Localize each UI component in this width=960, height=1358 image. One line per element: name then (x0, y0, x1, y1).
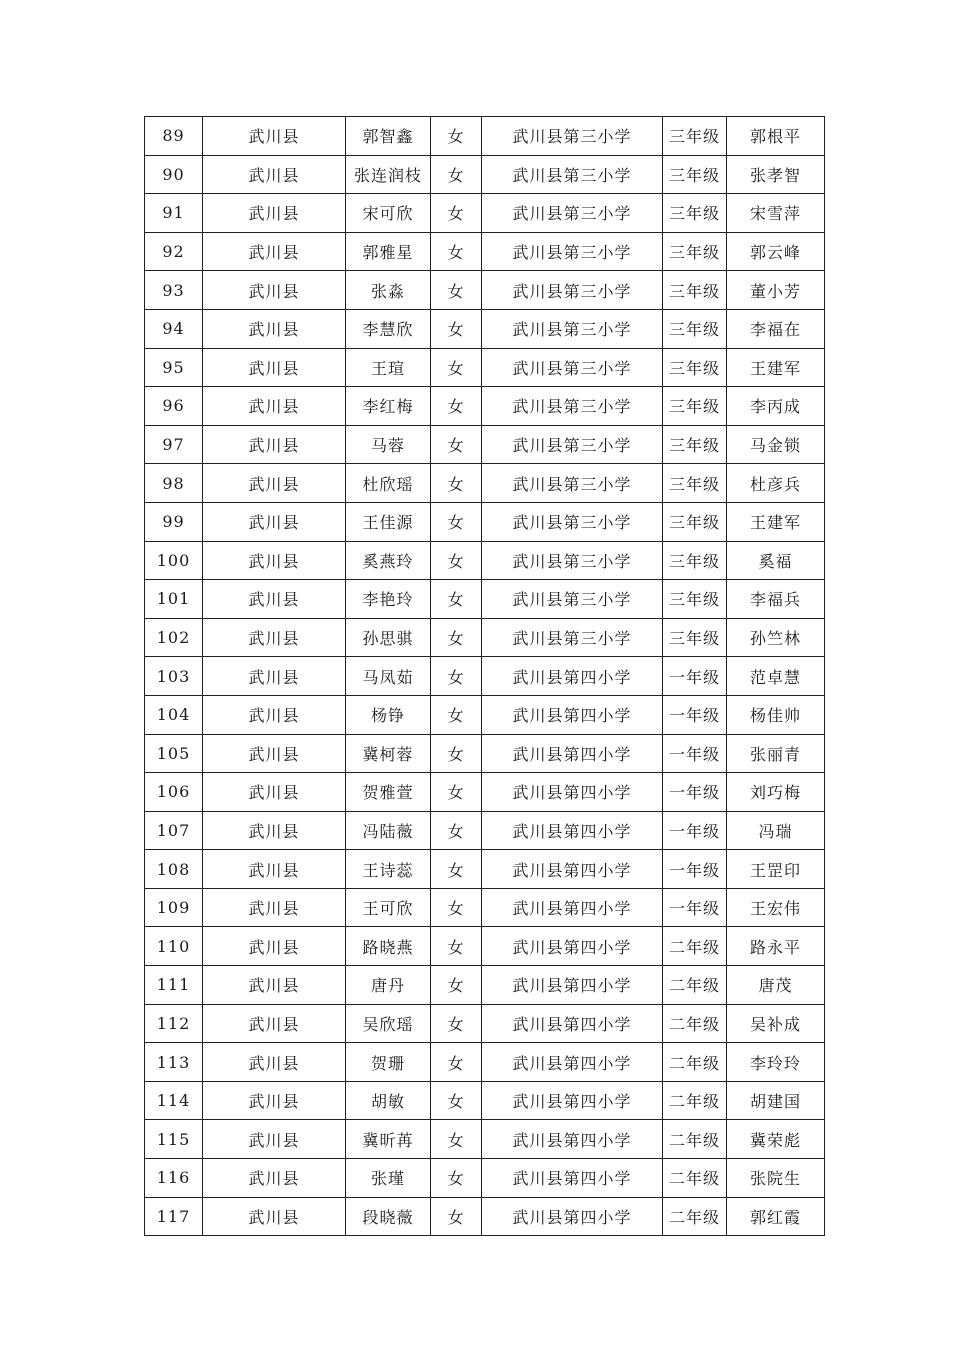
guardian-name-cell: 胡建国 (727, 1081, 825, 1120)
student-name-cell: 杜欣瑶 (346, 464, 431, 503)
table-row (145, 1159, 825, 1198)
sex-cell: 女 (431, 1004, 482, 1043)
student-name-cell: 李艳玲 (346, 580, 431, 619)
student-name-cell: 王诗蕊 (346, 850, 431, 889)
sex-cell: 女 (431, 502, 482, 541)
row-number-cell: 100 (145, 541, 203, 580)
student-name-cell: 冀柯蓉 (346, 734, 431, 773)
row-number-cell: 99 (145, 502, 203, 541)
guardian-name-cell: 冀荣彪 (727, 1120, 825, 1159)
row-number-cell: 96 (145, 387, 203, 426)
school-cell: 武川县第三小学 (482, 309, 663, 348)
table-row (145, 773, 825, 812)
sex-cell: 女 (431, 695, 482, 734)
student-name-cell: 路晓燕 (346, 927, 431, 966)
grade-cell: 三年级 (663, 618, 727, 657)
sex-cell: 女 (431, 966, 482, 1005)
table-row (145, 271, 825, 310)
guardian-name-cell: 王建军 (727, 348, 825, 387)
school-cell: 武川县第四小学 (482, 1043, 663, 1082)
county-cell: 武川县 (203, 1081, 346, 1120)
school-cell: 武川县第四小学 (482, 1159, 663, 1198)
guardian-name-cell: 范卓慧 (727, 657, 825, 696)
row-number-cell: 91 (145, 194, 203, 233)
guardian-name-cell: 张丽青 (727, 734, 825, 773)
guardian-name-cell: 杜彦兵 (727, 464, 825, 503)
sex-cell: 女 (431, 773, 482, 812)
table-row (145, 194, 825, 233)
school-cell: 武川县第三小学 (482, 464, 663, 503)
student-name-cell: 张淼 (346, 271, 431, 310)
grade-cell: 三年级 (663, 541, 727, 580)
guardian-name-cell: 刘巧梅 (727, 773, 825, 812)
student-name-cell: 冯陆薇 (346, 811, 431, 850)
row-number-cell: 98 (145, 464, 203, 503)
guardian-name-cell: 李福在 (727, 309, 825, 348)
school-cell: 武川县第四小学 (482, 811, 663, 850)
table-row (145, 695, 825, 734)
grade-cell: 一年级 (663, 734, 727, 773)
school-cell: 武川县第三小学 (482, 194, 663, 233)
row-number-cell: 93 (145, 271, 203, 310)
grade-cell: 一年级 (663, 657, 727, 696)
row-number-cell: 104 (145, 695, 203, 734)
student-name-cell: 郭智鑫 (346, 117, 431, 156)
sex-cell: 女 (431, 734, 482, 773)
sex-cell: 女 (431, 618, 482, 657)
county-cell: 武川县 (203, 155, 346, 194)
school-cell: 武川县第四小学 (482, 966, 663, 1005)
student-name-cell: 贺雅萱 (346, 773, 431, 812)
table-row (145, 1197, 825, 1236)
county-cell: 武川县 (203, 773, 346, 812)
row-number-cell: 116 (145, 1159, 203, 1198)
county-cell: 武川县 (203, 811, 346, 850)
student-name-cell: 王瑄 (346, 348, 431, 387)
student-name-cell: 吴欣瑶 (346, 1004, 431, 1043)
school-cell: 武川县第三小学 (482, 271, 663, 310)
grade-cell: 三年级 (663, 117, 727, 156)
school-cell: 武川县第四小学 (482, 1197, 663, 1236)
county-cell: 武川县 (203, 387, 346, 426)
student-name-cell: 胡敏 (346, 1081, 431, 1120)
guardian-name-cell: 郭根平 (727, 117, 825, 156)
row-number-cell: 105 (145, 734, 203, 773)
school-cell: 武川县第三小学 (482, 117, 663, 156)
row-number-cell: 112 (145, 1004, 203, 1043)
grade-cell: 一年级 (663, 888, 727, 927)
county-cell: 武川县 (203, 618, 346, 657)
sex-cell: 女 (431, 194, 482, 233)
grade-cell: 二年级 (663, 1159, 727, 1198)
county-cell: 武川县 (203, 888, 346, 927)
sex-cell: 女 (431, 811, 482, 850)
row-number-cell: 111 (145, 966, 203, 1005)
table-row (145, 464, 825, 503)
table-row (145, 425, 825, 464)
county-cell: 武川县 (203, 734, 346, 773)
row-number-cell: 106 (145, 773, 203, 812)
county-cell: 武川县 (203, 194, 346, 233)
table-row (145, 155, 825, 194)
table-row (145, 850, 825, 889)
grade-cell: 三年级 (663, 194, 727, 233)
grade-cell: 三年级 (663, 425, 727, 464)
guardian-name-cell: 王宏伟 (727, 888, 825, 927)
student-name-cell: 张瑾 (346, 1159, 431, 1198)
school-cell: 武川县第四小学 (482, 695, 663, 734)
guardian-name-cell: 吴补成 (727, 1004, 825, 1043)
table-row (145, 232, 825, 271)
guardian-name-cell: 冯瑞 (727, 811, 825, 850)
school-cell: 武川县第三小学 (482, 541, 663, 580)
grade-cell: 三年级 (663, 580, 727, 619)
grade-cell: 三年级 (663, 387, 727, 426)
row-number-cell: 101 (145, 580, 203, 619)
sex-cell: 女 (431, 464, 482, 503)
county-cell: 武川县 (203, 1120, 346, 1159)
sex-cell: 女 (431, 117, 482, 156)
table-row (145, 1120, 825, 1159)
table-row (145, 811, 825, 850)
student-name-cell: 马凤茹 (346, 657, 431, 696)
row-number-cell: 110 (145, 927, 203, 966)
grade-cell: 三年级 (663, 155, 727, 194)
grade-cell: 一年级 (663, 695, 727, 734)
sex-cell: 女 (431, 580, 482, 619)
grade-cell: 二年级 (663, 927, 727, 966)
row-number-cell: 103 (145, 657, 203, 696)
school-cell: 武川县第三小学 (482, 580, 663, 619)
table-row (145, 927, 825, 966)
school-cell: 武川县第三小学 (482, 618, 663, 657)
school-cell: 武川县第四小学 (482, 1004, 663, 1043)
student-name-cell: 郭雅星 (346, 232, 431, 271)
guardian-name-cell: 董小芳 (727, 271, 825, 310)
student-name-cell: 张连润枝 (346, 155, 431, 194)
student-name-cell: 宋可欣 (346, 194, 431, 233)
table-row (145, 966, 825, 1005)
guardian-name-cell: 李玲玲 (727, 1043, 825, 1082)
school-cell: 武川县第四小学 (482, 1120, 663, 1159)
table-row (145, 888, 825, 927)
sex-cell: 女 (431, 309, 482, 348)
school-cell: 武川县第三小学 (482, 425, 663, 464)
table-row (145, 734, 825, 773)
guardian-name-cell: 唐茂 (727, 966, 825, 1005)
student-name-cell: 段晓薇 (346, 1197, 431, 1236)
county-cell: 武川县 (203, 1043, 346, 1082)
row-number-cell: 115 (145, 1120, 203, 1159)
row-number-cell: 89 (145, 117, 203, 156)
student-name-cell: 杨铮 (346, 695, 431, 734)
guardian-name-cell: 杨佳帅 (727, 695, 825, 734)
table-row (145, 541, 825, 580)
row-number-cell: 92 (145, 232, 203, 271)
county-cell: 武川县 (203, 927, 346, 966)
student-name-cell: 马蓉 (346, 425, 431, 464)
table-row (145, 387, 825, 426)
guardian-name-cell: 孙竺林 (727, 618, 825, 657)
school-cell: 武川县第三小学 (482, 502, 663, 541)
sex-cell: 女 (431, 850, 482, 889)
table-row (145, 309, 825, 348)
school-cell: 武川县第四小学 (482, 773, 663, 812)
sex-cell: 女 (431, 425, 482, 464)
student-name-cell: 冀昕苒 (346, 1120, 431, 1159)
guardian-name-cell: 马金锁 (727, 425, 825, 464)
table-row (145, 348, 825, 387)
school-cell: 武川县第四小学 (482, 657, 663, 696)
guardian-name-cell: 宋雪萍 (727, 194, 825, 233)
student-name-cell: 王佳源 (346, 502, 431, 541)
school-cell: 武川县第四小学 (482, 927, 663, 966)
county-cell: 武川县 (203, 271, 346, 310)
county-cell: 武川县 (203, 502, 346, 541)
student-name-cell: 奚燕玲 (346, 541, 431, 580)
county-cell: 武川县 (203, 966, 346, 1005)
guardian-name-cell: 郭云峰 (727, 232, 825, 271)
student-name-cell: 唐丹 (346, 966, 431, 1005)
sex-cell: 女 (431, 348, 482, 387)
grade-cell: 三年级 (663, 271, 727, 310)
sex-cell: 女 (431, 888, 482, 927)
grade-cell: 一年级 (663, 811, 727, 850)
table-row (145, 657, 825, 696)
row-number-cell: 95 (145, 348, 203, 387)
sex-cell: 女 (431, 1120, 482, 1159)
grade-cell: 一年级 (663, 773, 727, 812)
school-cell: 武川县第三小学 (482, 155, 663, 194)
row-number-cell: 94 (145, 309, 203, 348)
grade-cell: 三年级 (663, 502, 727, 541)
grade-cell: 二年级 (663, 1004, 727, 1043)
table-row (145, 580, 825, 619)
table-row (145, 618, 825, 657)
county-cell: 武川县 (203, 309, 346, 348)
student-name-cell: 李红梅 (346, 387, 431, 426)
sex-cell: 女 (431, 657, 482, 696)
row-number-cell: 108 (145, 850, 203, 889)
sex-cell: 女 (431, 927, 482, 966)
guardian-name-cell: 王罡印 (727, 850, 825, 889)
sex-cell: 女 (431, 1081, 482, 1120)
school-cell: 武川县第三小学 (482, 232, 663, 271)
student-name-cell: 孙思骐 (346, 618, 431, 657)
guardian-name-cell: 李福兵 (727, 580, 825, 619)
county-cell: 武川县 (203, 850, 346, 889)
school-cell: 武川县第四小学 (482, 734, 663, 773)
grade-cell: 三年级 (663, 464, 727, 503)
sex-cell: 女 (431, 387, 482, 426)
grade-cell: 一年级 (663, 850, 727, 889)
guardian-name-cell: 张院生 (727, 1159, 825, 1198)
guardian-name-cell: 郭红霞 (727, 1197, 825, 1236)
sex-cell: 女 (431, 1159, 482, 1198)
roster-table (144, 116, 825, 1236)
table-row (145, 1004, 825, 1043)
sex-cell: 女 (431, 541, 482, 580)
student-name-cell: 贺珊 (346, 1043, 431, 1082)
guardian-name-cell: 李丙成 (727, 387, 825, 426)
county-cell: 武川县 (203, 1004, 346, 1043)
table-row (145, 1081, 825, 1120)
grade-cell: 三年级 (663, 309, 727, 348)
school-cell: 武川县第四小学 (482, 888, 663, 927)
grade-cell: 三年级 (663, 348, 727, 387)
grade-cell: 二年级 (663, 1120, 727, 1159)
row-number-cell: 107 (145, 811, 203, 850)
row-number-cell: 113 (145, 1043, 203, 1082)
row-number-cell: 114 (145, 1081, 203, 1120)
grade-cell: 二年级 (663, 1043, 727, 1082)
grade-cell: 二年级 (663, 1081, 727, 1120)
sex-cell: 女 (431, 1197, 482, 1236)
county-cell: 武川县 (203, 541, 346, 580)
grade-cell: 三年级 (663, 232, 727, 271)
roster-table-body (145, 117, 825, 1236)
county-cell: 武川县 (203, 117, 346, 156)
county-cell: 武川县 (203, 1197, 346, 1236)
student-name-cell: 王可欣 (346, 888, 431, 927)
sex-cell: 女 (431, 155, 482, 194)
grade-cell: 二年级 (663, 1197, 727, 1236)
sex-cell: 女 (431, 1043, 482, 1082)
county-cell: 武川县 (203, 348, 346, 387)
county-cell: 武川县 (203, 1159, 346, 1198)
row-number-cell: 97 (145, 425, 203, 464)
guardian-name-cell: 路永平 (727, 927, 825, 966)
row-number-cell: 109 (145, 888, 203, 927)
sex-cell: 女 (431, 232, 482, 271)
sex-cell: 女 (431, 271, 482, 310)
county-cell: 武川县 (203, 464, 346, 503)
school-cell: 武川县第三小学 (482, 348, 663, 387)
county-cell: 武川县 (203, 425, 346, 464)
table-row (145, 1043, 825, 1082)
school-cell: 武川县第四小学 (482, 850, 663, 889)
student-name-cell: 李慧欣 (346, 309, 431, 348)
county-cell: 武川县 (203, 580, 346, 619)
school-cell: 武川县第四小学 (482, 1081, 663, 1120)
guardian-name-cell: 张孝智 (727, 155, 825, 194)
guardian-name-cell: 王建军 (727, 502, 825, 541)
row-number-cell: 102 (145, 618, 203, 657)
table-row (145, 502, 825, 541)
row-number-cell: 90 (145, 155, 203, 194)
school-cell: 武川县第三小学 (482, 387, 663, 426)
guardian-name-cell: 奚福 (727, 541, 825, 580)
row-number-cell: 117 (145, 1197, 203, 1236)
county-cell: 武川县 (203, 695, 346, 734)
county-cell: 武川县 (203, 657, 346, 696)
grade-cell: 二年级 (663, 966, 727, 1005)
county-cell: 武川县 (203, 232, 346, 271)
table-row (145, 117, 825, 156)
